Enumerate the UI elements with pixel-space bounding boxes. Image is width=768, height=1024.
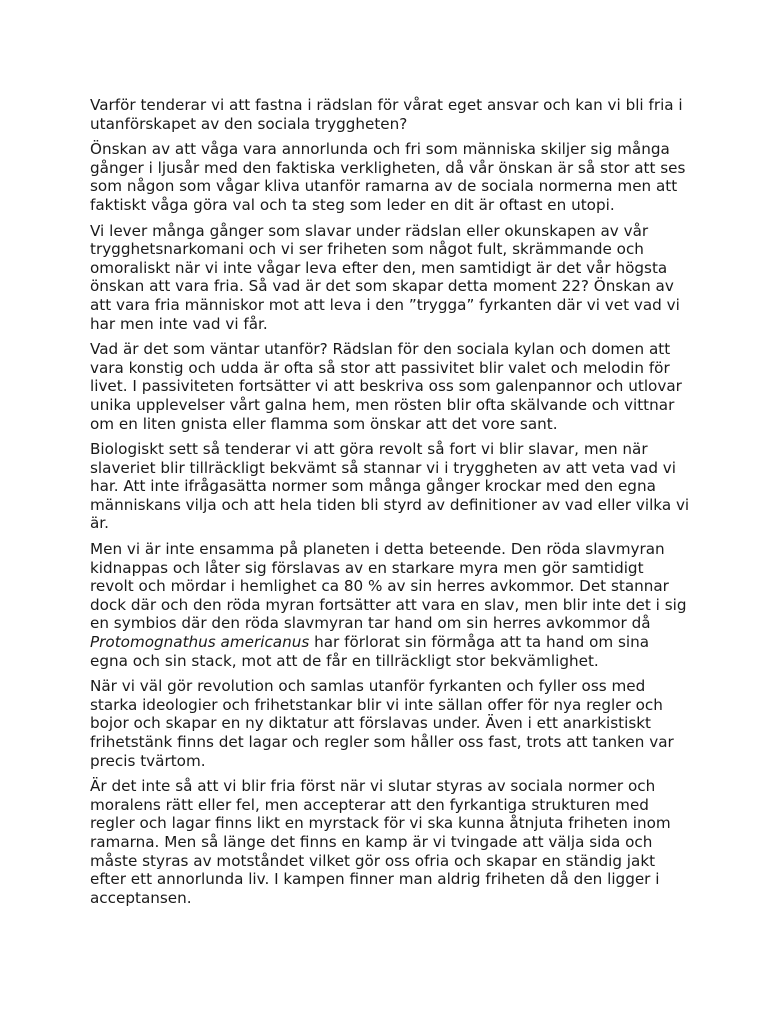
paragraph-6 <box>90 540 690 670</box>
paragraph-4: Vad är det som väntar utanför? Rädslan för den sociala kylan och domen att vara konstig och udda är ofta så stor att passivitet blir valet och melodin för livet. I passiviteten fortsätter vi att beskriva oss som galenpannor och utlovar unika upplevelser vårt galna hem, men rösten blir ofta skälvande och vittnar om en liten gnista eller flamma som önskar att det vore sant. <box>90 340 682 433</box>
paragraph-1: Varför tenderar vi att fastna i rädslan för vårat eget ansvar och kan vi bli fria i utanförskapet av den sociala tryggheten? <box>90 96 683 133</box>
species-name: Protomognathus americanus <box>90 633 310 652</box>
paragraph-7: När vi väl gör revolution och samlas utanför fyrkanten och fyller oss med starka ideologier och frihetstankar blir vi inte sällan offer för nya regler och bojor och skapar en ny diktatur att förslavas under. Även i ett anarkistiskt frihetstänk finns det lagar och regler som håller oss fast, trots att tanken var precis tvärtom. <box>90 677 674 770</box>
paragraph-3: Vi lever många gånger som slavar under rädslan eller okunskapen av vår trygghetsnarkomani och vi ser friheten som något fult, skrämmande och omoraliskt när vi inte vågar leva efter den, men samtidigt är det vår högsta önskan att vara fria. Så vad är det som skapar detta moment 22? Önskan av att vara fria människor mot att leva i den ”trygga” fyrkanten där vi vet vad vi har men inte vad vi får. <box>90 221 680 333</box>
document-body <box>90 96 690 914</box>
paragraph-5: Biologiskt sett så tenderar vi att göra revolt så fort vi blir slavar, men när slaveriet blir tillräckligt bekvämt så stannar vi i tryggheten av att veta vad vi har. Att inte ifrågasätta normer som många gånger krockar med den egna människans vilja och att hela tiden bli styrd av definitioner av vad eller vilka vi är. <box>90 440 690 533</box>
paragraph-2: Önskan av att våga vara annorlunda och fri som människa skiljer sig många gånger i ljusår med den faktiska verkligheten, då vår önskan är så stor att ses som någon som vågar kliva utanför ramarna av de sociala normerna men att faktiskt våga göra val och ta steg som leder en dit är oftast en utopi. <box>90 140 686 214</box>
paragraph-8: Är det inte så att vi blir fria först när vi slutar styras av sociala normer och moralens rätt eller fel, men accepterar att den fyrkantiga strukturen med regler och lagar finns likt en myrstack för vi ska kunna åtnjuta friheten inom ramarna. Men så länge det finns en kamp är vi tvingade att välja sida och måste styras av motståndet vilket gör oss ofria och skapar en ständig jakt efter ett annorlunda liv. I kampen finner man aldrig friheten då den ligger i acceptansen. <box>90 777 671 907</box>
paragraph-6-text-after: har förlorat sin förmåga att ta hand om sina egna och sin stack, mot att de får en tillräckligt stor bekvämlighet. <box>90 633 650 670</box>
paragraph-6-text-before: Men vi är inte ensamma på planeten i detta beteende. Den röda slavmyran kidnappas och låter sig förslavas av en starkare myra men gör samtidigt revolt och mördar i hemlighet ca 80 % av sin herres avkommor. Det stannar dock där och den röda myran fortsätter att vara en slav, men blir inte det i sig en symbios där den röda slavmyran tar hand om sin herres avkommor då <box>90 540 687 633</box>
